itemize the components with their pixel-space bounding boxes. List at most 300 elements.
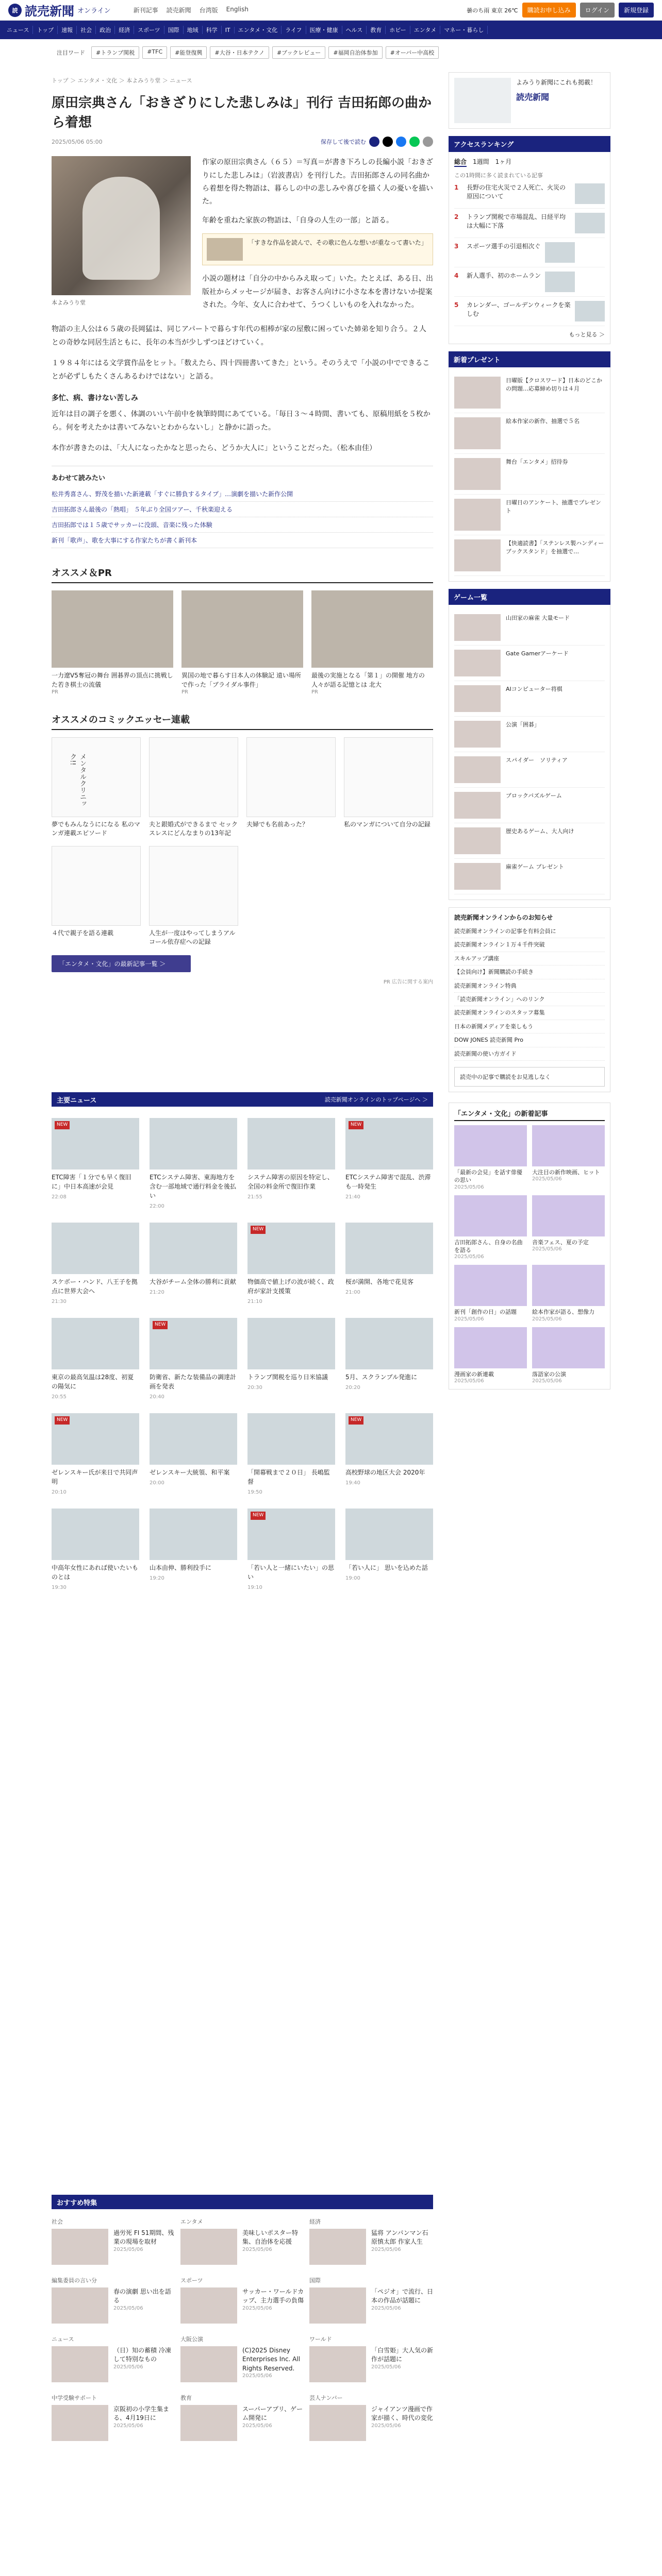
notice-link[interactable]: 日本の新聞メディアを楽しもう [454, 1020, 605, 1033]
breadcrumb: トップ ＞ エンタメ・文化 ＞ 本よみうり堂 ＞ ニュース [52, 77, 192, 84]
subscribe-button[interactable]: 購読お申し込み [522, 3, 576, 18]
comic-card[interactable] [52, 846, 141, 946]
ranking-item[interactable] [454, 238, 605, 267]
osusume-title: (C)2025 Disney Enterprises Inc. All Rights Reserved. [242, 2347, 301, 2372]
news-title: システム障害の原因を特定し、全国の料金所で復旧作業 [247, 1174, 334, 1190]
news-time: 19:10 [247, 1585, 262, 1590]
nav-item[interactable]: トップ [33, 26, 58, 34]
ent-title-text: 「最新の会見」を話す俳優の思い [454, 1168, 522, 1184]
pr-label: PR [181, 689, 188, 696]
nav-item[interactable]: 科学 [203, 26, 222, 34]
osusume-category: エンタメ [180, 2218, 203, 2225]
osusume-item[interactable] [180, 2394, 304, 2441]
news-time: 20:00 [150, 1480, 164, 1486]
news-title: 東京の最高気温は28度、初夏の陽気に [52, 1374, 134, 1390]
photo-caption: 本よみうり堂 [52, 299, 86, 307]
nav-item[interactable]: エンタメ・文化 [235, 26, 282, 34]
osusume-bar [52, 2195, 433, 2209]
news-item[interactable] [150, 1413, 237, 1496]
news-item[interactable] [247, 1413, 335, 1496]
news-image [52, 1413, 139, 1465]
ranking-number: 1 [454, 184, 459, 191]
osusume-item[interactable] [309, 2335, 433, 2382]
news-time: 19:20 [150, 1575, 164, 1581]
news-item[interactable] [345, 1118, 433, 1210]
game-text: 公演「囲碁」 [506, 721, 540, 728]
osusume-category: 経済 [309, 2218, 321, 2225]
present-item[interactable] [454, 454, 605, 495]
comic-card[interactable] [149, 846, 238, 946]
news-item[interactable] [247, 1118, 335, 1210]
osusume-item[interactable] [309, 2394, 433, 2441]
osusume-image [52, 2405, 108, 2441]
site-logo[interactable] [8, 1, 111, 19]
topic-label: 注目ワード [57, 49, 85, 56]
game-item[interactable] [454, 610, 605, 646]
related-link[interactable]: 松井秀喜さん、野茂を描いた新連載「すぐに勝負するタイプ」…演劇を描いた新作公開 [52, 486, 433, 502]
osusume-category: 編集委員の言い分 [52, 2277, 97, 2284]
news-item[interactable] [150, 1118, 237, 1210]
news-time: 22:08 [52, 1194, 67, 1200]
ranking-item[interactable] [454, 267, 605, 297]
ranking-item[interactable] [454, 209, 605, 238]
osusume-category: スポーツ [180, 2277, 203, 2284]
game-image [454, 685, 501, 712]
present-item[interactable] [454, 372, 605, 413]
osusume-category: 国際 [309, 2277, 321, 2284]
news-time: 19:50 [247, 1489, 262, 1495]
link-share-icon[interactable] [423, 137, 433, 147]
related-link[interactable]: 吉田拓郎さん最後の「熱唱」 ５年ぶり全国ツアー、千秋楽迎える [52, 502, 433, 517]
nav-item[interactable]: ライフ [282, 26, 306, 34]
nav-item[interactable]: 社会 [77, 26, 96, 34]
osusume-item[interactable] [309, 2217, 433, 2265]
osusume-text [242, 2287, 304, 2324]
osusume-row [52, 2229, 175, 2265]
notice-link[interactable]: 【会員向け】新聞購読の手続き [454, 965, 605, 979]
nav-item[interactable]: 速報 [58, 26, 77, 34]
nav-item[interactable]: 地域 [184, 26, 203, 34]
nav-item[interactable]: スポーツ [134, 26, 164, 34]
news-item[interactable] [52, 1223, 139, 1306]
ent-image [454, 1265, 527, 1306]
news-item[interactable] [52, 1509, 139, 1591]
nav-item[interactable]: 医療・健康 [306, 26, 342, 34]
nav-item[interactable]: ヘルス [342, 26, 367, 34]
osusume-image [309, 2229, 366, 2265]
news-title: 主要ニュース [57, 1096, 97, 1105]
present-image [454, 499, 501, 531]
comic-card[interactable] [344, 737, 433, 838]
nav-item[interactable]: マネー・暮らし [440, 26, 488, 34]
header-link-2[interactable]: 読売新聞 [166, 7, 191, 14]
ranking-text: スポーツ選手の引退相次ぐ [467, 243, 541, 250]
osusume-title: 猛将 アンパンマン石原慎太郎 作家人生 [371, 2229, 428, 2246]
osusume-image [180, 2405, 237, 2441]
news-section-bar [52, 1092, 433, 1107]
osusume-time: 2025/05/06 [113, 2364, 143, 2370]
comic-section-title: オススメのコミックエッセー連載 [52, 713, 433, 730]
body-paragraph: 小説の題材は「自分の中からみえ取って」いた。たとえば、ある日、出版社からメッセージが届き、お客さん向けに小さな本を書けないか提案された。今年、女人に合わせて、うつくしいものを入れなかった。 [202, 275, 433, 309]
present-image [454, 377, 501, 409]
ranking-tab[interactable]: 1週間 [473, 158, 489, 165]
osusume-item[interactable] [180, 2335, 304, 2382]
ranking-number: 4 [454, 272, 459, 279]
game-item[interactable] [454, 823, 605, 859]
news-time: 19:40 [345, 1480, 360, 1486]
login-button[interactable]: ログイン [580, 3, 615, 18]
osusume-item[interactable] [52, 2276, 175, 2324]
nav-item[interactable]: 政治 [96, 26, 115, 34]
osusume-text [242, 2346, 304, 2382]
news-item[interactable] [247, 1509, 335, 1591]
notice-link[interactable]: スキルアップ講座 [454, 952, 605, 965]
news-time: 20:55 [52, 1394, 67, 1400]
ent-item[interactable] [454, 1195, 527, 1260]
inline-promo[interactable] [202, 233, 433, 265]
ranking-tab[interactable]: 1ヶ月 [495, 158, 512, 165]
game-image [454, 614, 501, 641]
osusume-row [180, 2229, 304, 2265]
news-image [345, 1318, 433, 1369]
game-item[interactable] [454, 752, 605, 788]
body-paragraph: １９８４年にはる文学賞作品をヒット。「数えたら、四十四冊書いてきた」という。そのうえで「小説の中でできることが必ずしもたくさんあるわけではない」と語る。 [52, 359, 430, 381]
line-share-icon[interactable] [409, 137, 420, 147]
present-item[interactable] [454, 535, 605, 576]
news-title: ETCシステム障害で混乱、渋滞も一時発生 [345, 1174, 431, 1190]
ranking-more-link[interactable]: もっと見る ＞ [569, 331, 605, 338]
nav-item[interactable]: ホビー [386, 26, 410, 34]
news-item[interactable] [150, 1318, 237, 1401]
osusume-row [52, 2346, 175, 2382]
comic-title: ４代で親子を語る連載 [52, 929, 114, 937]
ent-item[interactable] [454, 1265, 527, 1321]
present-item[interactable] [454, 495, 605, 535]
ranking-thumb [545, 242, 575, 263]
facebook-share-icon[interactable] [396, 137, 406, 147]
body-paragraph: 物語の主人公は６５歳の長岡猛は、同じアパートで暮らす年代の相棒が家の屋敷に困っていた姉弟を知り合う。２人との奇妙な同居生活ともに、長年の本当が少しずつほどけていく。 [52, 325, 426, 347]
comic-title: 夫と銀婚式ができるまで セックスレスにどんなまりの13年記 [149, 821, 238, 837]
osusume-image [180, 2287, 237, 2324]
present-item[interactable] [454, 413, 605, 454]
pr-card[interactable] [52, 590, 173, 695]
news-item[interactable] [345, 1509, 433, 1591]
ent-title-text: 落語家の公演 [532, 1370, 566, 1378]
game-text: 麻雀ゲーム プレゼント [506, 863, 565, 870]
ranking-text: トランプ関税で市場混乱、日経平均は大幅に下落 [467, 213, 566, 229]
ent-item[interactable] [454, 1327, 527, 1384]
osusume-time: 2025/05/06 [113, 2305, 143, 2311]
news-item[interactable] [150, 1509, 237, 1591]
ent-item[interactable] [532, 1195, 605, 1260]
ent-image [532, 1125, 605, 1166]
ranking-number: 2 [454, 213, 459, 221]
pr-image [181, 590, 303, 668]
nav-item[interactable]: 国際 [164, 26, 184, 34]
present-text: 【快適読書】「ステンレス製ハンディーブックスタンド」を抽選で… [506, 540, 604, 555]
x-share-icon[interactable] [383, 137, 393, 147]
osusume-text [371, 2405, 433, 2441]
game-text: AIコンピューター将棋 [506, 686, 562, 692]
osusume-item[interactable] [180, 2276, 304, 2324]
osusume-row [52, 2287, 175, 2324]
game-image [454, 721, 501, 748]
news-image [52, 1223, 139, 1274]
notice-link[interactable]: 「読売新聞オンライン」へのリンク [454, 993, 605, 1006]
news-image [150, 1509, 237, 1560]
game-item[interactable] [454, 788, 605, 823]
topic-tag[interactable]: #トランプ関税 [91, 46, 139, 59]
game-item[interactable] [454, 859, 605, 894]
game-text: スパイダー ソリティア [506, 757, 568, 764]
bookmark-link[interactable]: 保存して後で読む [321, 139, 366, 146]
news-item[interactable] [52, 1118, 139, 1210]
news-image [345, 1118, 433, 1170]
pr-card[interactable] [311, 590, 433, 695]
news-time: 21:40 [345, 1194, 360, 1200]
promo-text: 「すきな作品を読んで、その歌に色んな想いが重なって書いた」 [248, 239, 427, 247]
comic-image [149, 846, 238, 926]
osusume-title: 過労死 FI 51期間、残業の現場を取材 [113, 2229, 174, 2246]
ent-time: 2025/05/06 [454, 1378, 484, 1384]
game-item[interactable] [454, 681, 605, 717]
notice-link[interactable]: 読売新聞オンライン１万４千件突破 [454, 938, 605, 952]
topic-tag[interactable]: #オーバー中高校 [386, 46, 439, 59]
news-badge: NEW [251, 1226, 266, 1234]
ranking-thumb [575, 213, 605, 233]
ent-item[interactable] [532, 1125, 605, 1190]
comic-title: 夫婦でも名前あった？ [246, 821, 308, 828]
pr-text: 異国の地で暮らす日本人の体験記 遠い場所で作った「ブライダル事件」 [181, 672, 301, 689]
header-link-4[interactable]: English [226, 6, 249, 13]
news-badge: NEW [349, 1416, 363, 1425]
osusume-text [242, 2405, 304, 2441]
osusume-text [113, 2287, 175, 2324]
news-image [247, 1223, 335, 1274]
osusume-item[interactable] [52, 2217, 175, 2265]
ent-title-text: 音楽フェス、夏の予定 [532, 1239, 589, 1246]
news-time: 20:10 [52, 1489, 67, 1495]
section-heading: 多忙、病、書けない苦しみ [52, 394, 138, 403]
news-title: トランプ関税を巡り日米協議 [247, 1374, 328, 1381]
ent-time: 2025/05/06 [454, 1254, 484, 1260]
present-image [454, 417, 501, 449]
notice-link[interactable]: 読売新聞の使い方ガイド [454, 1047, 605, 1061]
news-image [247, 1509, 335, 1560]
ranking-text: 新人選手、初のホームラン [467, 272, 541, 279]
news-time: 21:10 [247, 1299, 262, 1304]
news-title: 桜が満開、各地で花見客 [345, 1278, 414, 1285]
links-notice[interactable]: 読売中の記事で購読をお見逃しなく [454, 1067, 605, 1087]
topic-tag[interactable]: #福岡自治体参加 [328, 46, 382, 59]
osusume-item[interactable] [52, 2394, 175, 2441]
osusume-category: ワールド [309, 2336, 332, 2343]
ranking-title: アクセスランキング [449, 136, 610, 152]
pr-label: PR [52, 689, 58, 696]
present-title: 新着プレゼント [449, 351, 610, 367]
pr-card[interactable] [181, 590, 303, 695]
pr-image [52, 590, 173, 668]
osusume-item[interactable] [180, 2217, 304, 2265]
notice-link[interactable]: DOW JONES 読売新聞 Pro [454, 1033, 605, 1047]
logo-sub: オンライン [77, 7, 111, 15]
nav-item[interactable]: 経済 [115, 26, 134, 34]
osusume-category: ニュース [52, 2336, 74, 2343]
promo-title: よみうり新聞にこれも掲載！ [516, 79, 597, 86]
osusume-image [309, 2346, 366, 2382]
news-image [150, 1318, 237, 1369]
weather-info: 曇のち雨 東京 26℃ [467, 7, 518, 14]
promo-box[interactable] [449, 72, 610, 129]
register-button[interactable]: 新規登録 [619, 3, 654, 18]
news-title: 山本由伸、勝利投手に [150, 1564, 212, 1571]
ent-image [532, 1327, 605, 1368]
ranking-item[interactable] [454, 297, 605, 326]
topic-tag[interactable]: #大谷・日本テクノ [210, 46, 269, 59]
comic-card[interactable] [246, 737, 336, 838]
osusume-time: 2025/05/06 [113, 2422, 143, 2429]
header-link-1[interactable]: 新刊記事 [133, 7, 158, 14]
osusume-image [180, 2346, 237, 2382]
related-link[interactable]: 吉田拓郎では１５歳でサッカーに没頭、音楽に残った体験 [52, 517, 433, 533]
osusume-item[interactable] [52, 2335, 175, 2382]
ent-item[interactable] [532, 1327, 605, 1384]
osusume-category: 教育 [180, 2395, 192, 2401]
logo-text: 読売新聞 [25, 4, 74, 19]
osusume-row [309, 2287, 433, 2324]
pr-text: 一力遼V5奪冠の舞台 囲碁界の頂点に挑戦した若き棋士の流儀 [52, 672, 173, 689]
game-image [454, 792, 501, 819]
comic-card[interactable] [52, 737, 141, 838]
ranking-thumb [545, 272, 575, 292]
promo-image [454, 78, 511, 123]
author-photo [52, 156, 191, 295]
news-image [247, 1318, 335, 1369]
pr-image [311, 590, 433, 668]
ranking-item[interactable] [454, 179, 605, 209]
news-time: 21:55 [247, 1194, 262, 1200]
osusume-image [52, 2229, 108, 2265]
news-badge: NEW [55, 1416, 70, 1425]
news-item[interactable] [52, 1413, 139, 1496]
comic-title: 夢でもみんなうにになる 私のマンガ連載エピソード [52, 821, 140, 837]
nav-item[interactable]: エンタメ [410, 26, 441, 34]
osusume-title: おすすめ特集 [57, 2199, 97, 2207]
comic-image [344, 737, 433, 817]
news-item[interactable] [345, 1223, 433, 1306]
news-image [247, 1118, 335, 1170]
news-title: 物価高で値上げの波が続く、政府が家計支援策 [247, 1278, 334, 1295]
ranking-text: カレンダー、ゴールデンウィークを楽しむ [467, 301, 571, 317]
osusume-row [52, 2405, 175, 2441]
ranking-sub: この1時間に多く読まれている記事 [454, 172, 543, 179]
site-header [0, 0, 662, 21]
news-title: ETCシステム障害、東海地方を含む一部地域で通行料金を後払い [150, 1174, 237, 1199]
ent-time: 2025/05/06 [454, 1184, 484, 1190]
news-title: スケボー・ハンド、八王子を拠点に世界大会へ [52, 1278, 138, 1295]
osusume-title: （日）知の蓄積 冷凍して特別なもの [113, 2347, 171, 2363]
ent-more-button[interactable]: 「エンタメ・文化」の最新記事一覧 ＞ [52, 955, 191, 972]
osusume-text [242, 2229, 304, 2265]
article-date: 2025/05/06 05:00 [52, 138, 103, 145]
notice-link[interactable]: 読売新聞オンライン特典 [454, 979, 605, 993]
osusume-text [113, 2405, 175, 2441]
body-paragraph: 本作が書きたのは、「大人になったかなと思ったら、どうか大人に」ということだった。（松本由佳） [52, 444, 376, 453]
ent-time: 2025/05/06 [532, 1246, 562, 1252]
bookmark-icon[interactable] [369, 137, 379, 147]
comic-card[interactable] [149, 737, 238, 838]
game-text: Gate Gamerアーケード [506, 650, 569, 657]
ent-item[interactable] [532, 1265, 605, 1321]
header-link-3[interactable]: 台湾版 [199, 7, 218, 14]
nav-item[interactable]: 教育 [367, 26, 386, 34]
news-title: 高校野球の地区大会 2020年 [345, 1469, 425, 1476]
ranking-text: 長野の住宅火災で２人死亡、火災の原因について [467, 184, 566, 200]
nav-item[interactable]: ニュース [3, 26, 33, 34]
news-title: 5月、スクランブル発進に [345, 1374, 418, 1381]
ent-time: 2025/05/06 [532, 1378, 562, 1384]
logo-mark-icon: 読 [8, 4, 22, 17]
promo-thumb [207, 238, 243, 261]
nav-item[interactable]: IT [222, 27, 235, 33]
game-item[interactable] [454, 646, 605, 681]
news-item[interactable] [52, 1318, 139, 1401]
ent-time: 2025/05/06 [532, 1176, 562, 1182]
ent-title-text: 絵本作家が語る、想像力 [532, 1309, 594, 1316]
news-image [345, 1223, 433, 1274]
news-item[interactable] [247, 1223, 335, 1306]
osusume-title: ジャイアンツ漫画で作家が描く、時代の変化 [371, 2405, 433, 2422]
ent-title-text: 吉田拓郎さん、自身の名曲を語る [454, 1239, 523, 1254]
osusume-row [180, 2346, 304, 2382]
news-item[interactable] [345, 1413, 433, 1496]
present-image [454, 539, 501, 571]
ranking-number: 3 [454, 243, 459, 250]
news-item[interactable] [345, 1318, 433, 1401]
promo-sub: 読売新聞 [516, 92, 550, 102]
news-title: 中高年女性にあれば使いたいものとは [52, 1564, 139, 1581]
pr-section-title: オススメ＆PR [52, 566, 433, 583]
topic-tag[interactable]: #TFC [142, 46, 167, 59]
news-more-link[interactable]: 読売新聞オンラインのトップページへ ＞ [324, 1096, 428, 1103]
ent-title-text: 漫画家の新連載 [454, 1370, 494, 1378]
news-item[interactable] [150, 1223, 237, 1306]
osusume-item[interactable] [309, 2276, 433, 2324]
news-time: 21:30 [52, 1299, 67, 1304]
article-title: 原田宗典さん「おきざりにした悲しみは」刊行 吉田拓郎の曲から着想 [52, 95, 432, 130]
topic-tag[interactable]: #能登復興 [170, 46, 207, 59]
related-link[interactable]: 新刊「歌声」、歌を大事にする作家たちが書く新刊本 [52, 533, 433, 548]
news-item[interactable] [247, 1318, 335, 1401]
pr-label: PR [311, 689, 318, 696]
notice-link[interactable]: 読売新聞オンラインのスタッフ募集 [454, 1006, 605, 1020]
news-title: 大谷がチーム全体の勝利に貢献 [150, 1278, 237, 1285]
news-title: 「若い人に」 思いを込めた話 [345, 1564, 428, 1571]
related-articles [52, 466, 433, 548]
game-text: 歴史あるゲーム、大人向け [506, 828, 574, 835]
osusume-time: 2025/05/06 [242, 2373, 272, 2379]
ent-item[interactable] [454, 1125, 527, 1190]
news-badge: NEW [251, 1512, 266, 1520]
news-image [345, 1413, 433, 1465]
ranking-tab[interactable]: 総合 [454, 157, 467, 167]
comic-image [52, 737, 141, 817]
game-item[interactable] [454, 717, 605, 752]
notice-link[interactable]: 読売新聞オンラインの記事を有料会員に [454, 925, 605, 938]
links-title: 読売新聞オンラインからのお知らせ [454, 914, 553, 921]
topic-tag[interactable]: #ブックレビュー [272, 46, 325, 59]
news-title: ゼレンスキー氏が来日で共同声明 [52, 1469, 138, 1485]
